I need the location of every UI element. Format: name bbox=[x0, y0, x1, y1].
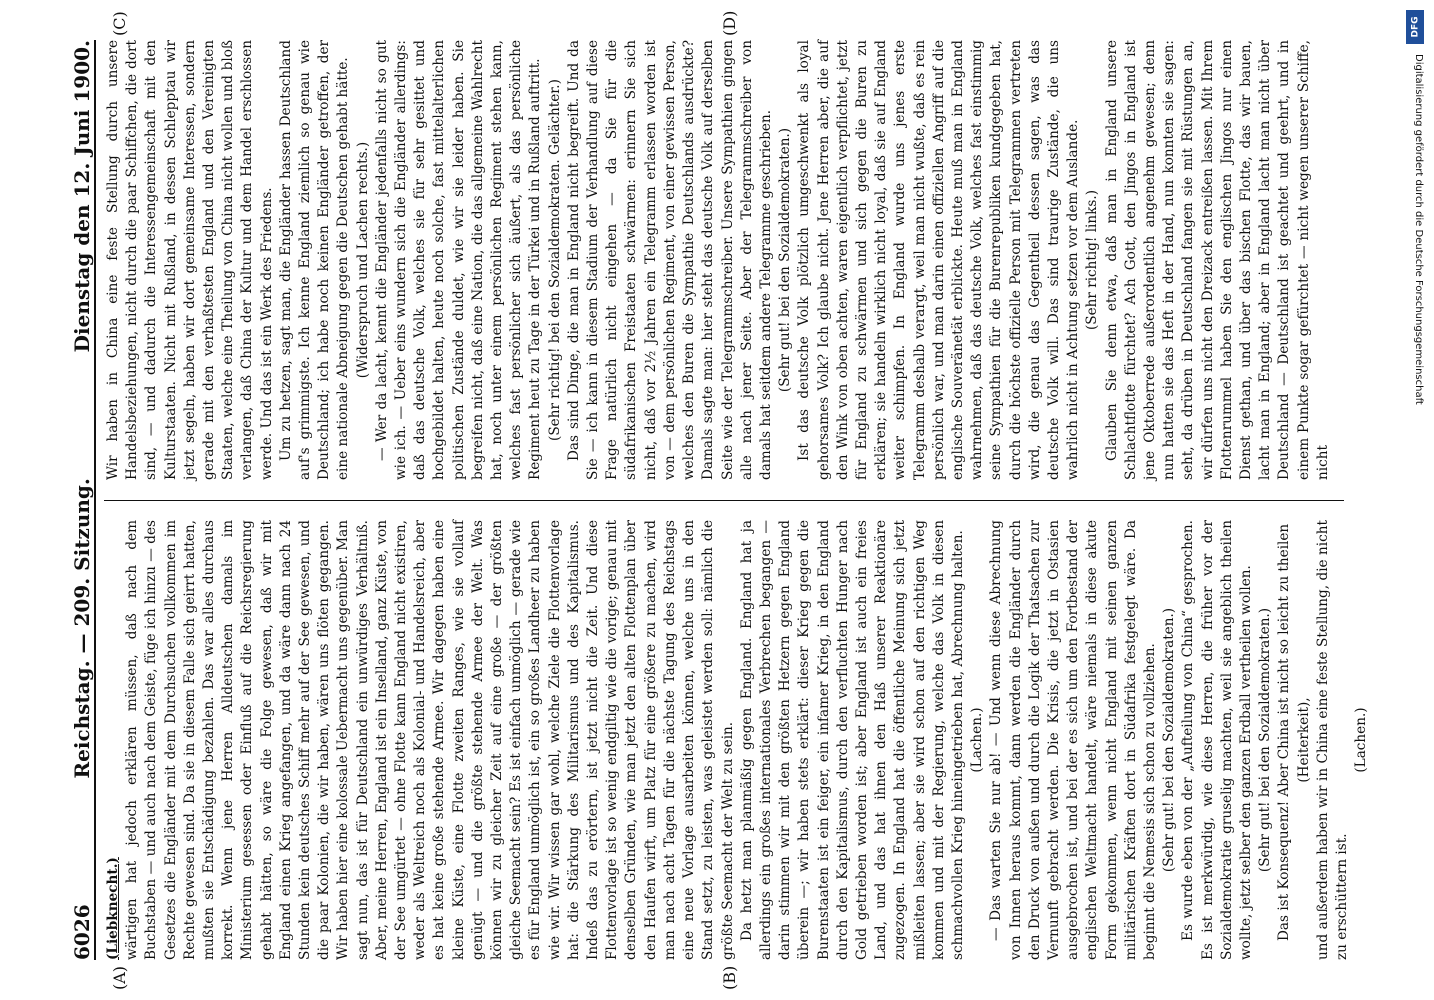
left-paragraph: wärtigen hat jedoch erklären müssen, daß nach dem Buchstaben — und auch nach dem Geiste, füge ich hinzu — des Gesetzes die Engländer mit dem Durchsuchen vollkommen im Rechte gewesen sind. Da sie in diesem Falle sich geirrt hatten, mußten sie Entschädigung bezahlen. Das war alles durchaus korrekt. Wenn jene Herren Alldeutschen damals im Ministerium gesessen oder Einfluß auf die Reichsregierung gehabt hätten, so wäre die Folge gewesen, daß wir mit England einen Krieg angefangen, und da wäre dann nach 24 Stunden kein deutsches Schiff mehr auf der See gewesen, und die paar Kolonien, die wir haben, wären uns flöten gegangen. Wir haben hier eine kolossale Uebermacht uns gegenüber. Man sagt nun, das ist für Deutschland ein unwürdiges Verhältniß. Aber, meine Herren, England ist ein Inselland, ganz Küste, von der See umgürtet — ohne Flotte kann England nicht existiren, weder als Weltreich noch als Kolonial- und Handelsreich, aber es hat keine große stehende Armee. Wir dagegen haben eine kleine Küste, eine Flotte zweiten Ranges, wie sie vollauf genügt — und die größte stehende Armee der Welt. Was können wir zu gleicher Zeit auf eine große — der größten gleiche Seemacht sein? Es ist einfach unmöglich — gerade wie es für England unmöglich ist, ein so großes Landheer zu haben wie wir. Wir wissen gar wohl, welche Ziele die Flottenvorlage hat: die Stärkung des Militarismus und des Kapitalismus. Indeß das zu erörtern, ist jetzt nicht die Zeit. Und diese Flottenvorlage ist so wenig endgiltig wie die vorige; genau mit denselben Gründen, wie man jetzt den alten Flottenplan über den Haufen wirft, um Platz für eine größere zu machen, wird man nach acht Tagen für die nächste Tagung des Reichstags eine neue Vorlage ausarbeiten können, welche uns in den Stand setzt, zu leisten, was geleistet werden soll: nämlich die größte Seemacht der Welt zu sein. bbox=[124, 520, 736, 960]
left-paragraph: Da hetzt man planmäßig gegen England. England hat ja allerdings ein großes internationales Verbrechen begangen — darin stimmen wir mit den größten Hetzern gegen England überein —; wir haben stets erklärt: dieser Krieg gegen die Burenstaaten ist ein feiger, ein infamer Krieg, in den England durch den Kapitalismus, durch den verfluchten Hunger nach Gold getrieben worden ist; aber England ist auch ein freies Land, und das hat ihnen den Haß unserer Reaktionäre zugezogen. In England hat die öffentliche Meinung sich jetzt mißleiten lassen; aber sie wird schon auf den richtigen Weg kommen und mit der Regierung, welche das Volk in diesen schmachvollen Krieg hineingetrieben hat, Abrechnung halten. bbox=[738, 520, 966, 960]
digitization-credit: Digitalisierung gefördert durch die Deutsche Forschungsgemeinschaft bbox=[1413, 54, 1424, 405]
interjection: (Sehr gut! bei den Sozialdemokraten.) bbox=[1161, 607, 1178, 873]
interjection: (Sehr gut! bei den Sozialdemokraten.) bbox=[1257, 607, 1274, 873]
left-paragraph: und außerdem haben wir in China eine feste Stellung, die nicht zu erschüttern ist. bbox=[1314, 520, 1350, 960]
right-paragraph: Glauben Sie denn etwa, daß man in England unsere Schlachtflotte fürchtet? Ach Gott, den Jingos in England ist jene Oktoberrede außerordentlich angenehm gewesen; denn nun hatten sie das Heft in der Hand, nun konnten sie sagen: seht, da drüben in Deutschland fangen sie mit Rüstungen an, wir dürfen uns nicht den Dreizack entreißen lassen. Mit Ihrem Flottenrummel haben Sie den englischen Jingos nur einen Dienst gethan, und über das bischen Flotte, das wir bauen, lacht man in England; aber in England lacht man nicht über Deutschland — Deutschland ist geachtet und geehrt, und in einem Punkte sogar gefürchtet — nicht wegen unserer Schiffe, nicht bbox=[1103, 40, 1331, 480]
right-paragraph: Das sind Dinge, die man in England nicht begreift. Und da Sie — ich kann in diesem Stadium der Verhandlung auf diese Frage natürlich nicht eingehen — da Sie für die südafrikanischen Freistaaten schwärmen: erinnern Sie sich nicht, daß vor 2½ Jahren ein Telegramm erlassen worden ist von — dem persönlichen Regiment, von einer gewissen Person, welches den Buren die Sympathie Deutschlands ausdrückte? Damals sagte man: hier steht das deutsche Volk auf derselben Seite wie der Telegrammschreiber. Unsere Sympathien gingen alle nach jener Seite. Aber der Telegrammschreiber von damals hat seitdem andere Telegramme geschrieben. bbox=[565, 40, 774, 480]
page-header bbox=[60, 40, 96, 960]
margin-marker-b: (B) bbox=[720, 965, 739, 990]
digitization-sidebar bbox=[1394, 10, 1424, 990]
right-paragraph: Wir haben in China eine feste Stellung durch unsere Handelsbeziehungen, nicht durch die paar Schiffchen, die dort sind, — und dadurch die Interessengemeinschaft mit den Kulturstaaten. Nicht mit Rußland, in dessen Schlepptau wir jetzt segeln, haben wir dort gemeinsame Interessen, sondern gerade mit den verhaßtesten England und den Vereinigten Staaten, welche eine Theilung von China nicht wollen und bloß verlangen, daß China der Kultur und dem Handel erschlossen werde. Und das ist ein Werk des Friedens. bbox=[105, 40, 275, 480]
speaker-name: (Liebknecht.) bbox=[105, 857, 121, 960]
interjection: (Widerspruch und Lachen rechts.) bbox=[354, 141, 371, 379]
right-paragraph: Ist das deutsche Volk plötzlich umgeschwenkt als loyal gehorsames Volk? Ich glaube nicht. Jene Herren aber, die auf den Wink von oben achten, waren eigentlich verpflichtet, jetzt für England zu schwärmen und sich gegen die Buren zu erklären; sie handeln wirklich nicht loyal, daß sie auf England weiter schimpfen. In England wurde uns jenes erste Telegramm deshalb verargt, weil man nicht wußte, daß es rein persönlich war, und man darin einen offiziellen Angriff auf die englische Souveränetät erblickte. Heute muß man in England wahrnehmen, daß das deutsche Volk, welches fast einstimmig seine Sympathien für die Burenrepubliken kundgegeben hat, durch die höchste offizielle Person mit Telegrammen vertreten wird, die genau das Gegentheil dessen sagen, was das deutsche Volk will. Das sind traurige Zustände, die uns wahrlich nicht in Achtung setzen vor dem Auslande. bbox=[796, 40, 1082, 480]
interjection: (Lachen.) bbox=[969, 707, 986, 773]
left-paragraph: — Das warten Sie nur ab! — Und wenn diese Abrechnung von Innen heraus kommt, dann werden die Engländer durch den Druck von außen und durch die Logik der Thatsachen zur Vernunft gebracht werden. Die Krisis, die jetzt in Ostasien ausgebrochen ist, und bei der es sich um den Fortbestand der englischen Weltmacht handelt, wäre niemals in diese akute Form gekommen, wenn nicht England mit seinen ganzen militärischen Kräften dort in Südafrika festgelegt wäre. Da beginnt die Nemesis sich schon zu vollziehen. bbox=[988, 520, 1158, 960]
session-title: Reichstag. — 209. Sitzung. bbox=[70, 478, 94, 779]
session-date: Dienstag den 12. Juni 1900. bbox=[70, 40, 94, 353]
left-column bbox=[104, 520, 1370, 960]
interjection: (Lachen.) bbox=[1353, 707, 1370, 773]
interjection: (Sehr richtig! bei den Sozialdemokraten. Gelächter.) bbox=[546, 79, 563, 441]
column-divider bbox=[104, 500, 1344, 501]
margin-marker-a: (A) bbox=[110, 965, 129, 990]
interjection: (Sehr richtig! links.) bbox=[1084, 189, 1101, 331]
page-number: 6026 bbox=[70, 904, 94, 960]
left-paragraph: Es wurde eben von der „Aufteilung von China“ gesprochen. Es ist merkwürdig, wie diese Herren, die früher vor der Sozialdemokratie gruselig machten, weil sie angeblich theilen wollte, jetzt selber den ganzen Erdball vertheilen wollen. bbox=[1180, 520, 1254, 960]
margin-marker-c: (C) bbox=[110, 11, 129, 36]
margin-marker-d: (D) bbox=[720, 10, 739, 36]
interjection: (Sehr gut! bei den Sozialdemokraten.) bbox=[777, 127, 794, 393]
left-paragraph: Das ist Konsequenz! Aber China ist nicht so leicht zu theilen bbox=[1276, 523, 1293, 941]
right-paragraph: — Wer da lacht, kennt die Engländer jedenfalls nicht so gut wie ich. — Ueber eins wundern sich die Engländer allerdings: daß das deutsche Volk, welches sie für sehr gesittet und hochgebildet halten, heute noch solche, fast mittelalterlichen politischen Zustände duldet, wie wir sie leider haben. Sie begreifen nicht, daß eine Nation, die das allgemeine Wahlrecht hat, noch unter einem persönlichen Regiment stehen kann, welches fast persönlicher sich äußert, als das persönliche Regiment heut zu Tage in der Türkei und in Rußland auftritt. bbox=[373, 40, 544, 480]
right-column bbox=[104, 40, 1344, 480]
dfg-logo: DFG bbox=[1406, 10, 1424, 44]
right-paragraph: Um zu hetzen, sagt man, die Engländer hassen Deutschland auf's grimmigste. Ich kenne England ziemlich so genau wie Deutschland; ich habe noch keinen Engländer getroffen, der eine nationale Abneigung gegen die Deutschen gehabt hätte. bbox=[277, 40, 352, 480]
interjection: (Heiterkeit), bbox=[1295, 697, 1312, 783]
